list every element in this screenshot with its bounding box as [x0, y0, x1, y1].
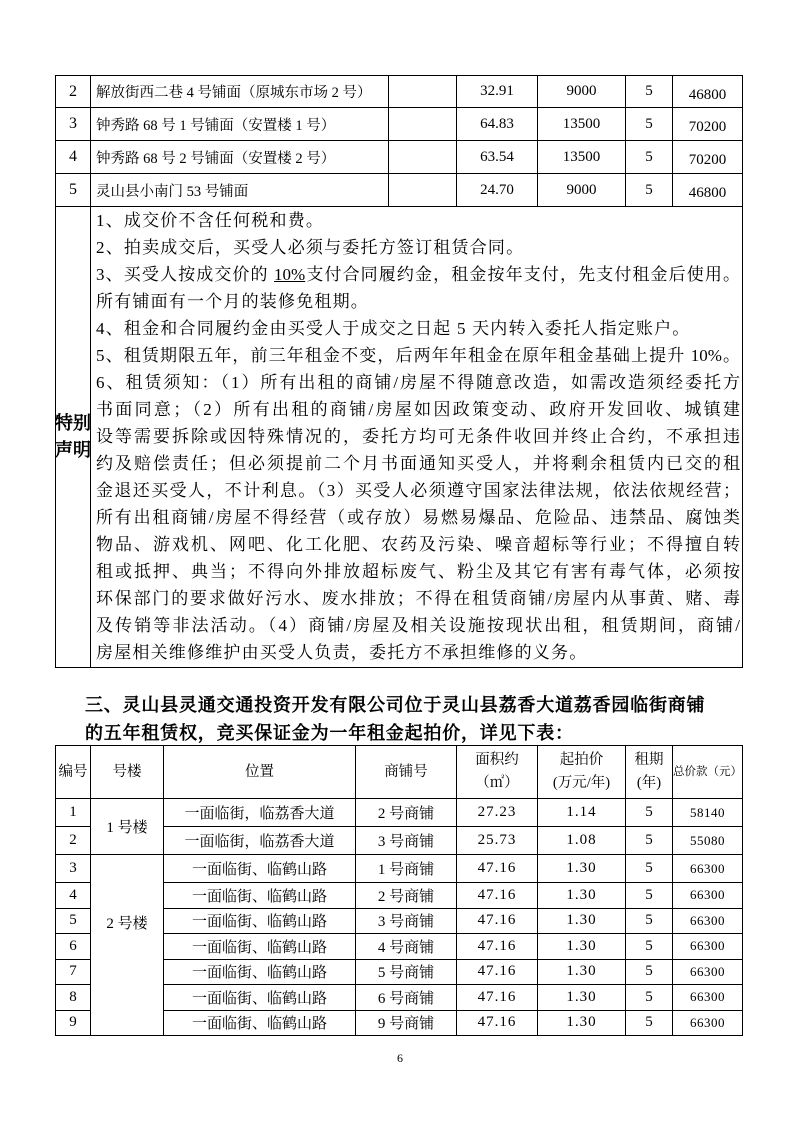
start-price: 1.30 [538, 985, 626, 1011]
blank-cell [389, 76, 457, 108]
notice-text: 所有铺面有一个月的装修免租期。 [96, 292, 369, 311]
total-price: 66300 [673, 883, 743, 909]
shop-area: 47.16 [457, 985, 538, 1011]
shop-position: 一面临街、临鹤山路 [164, 883, 356, 909]
notice-text: 及传销等非法活动。（4）商铺/房屋及相关设施按现状出租，租赁期间，商铺/ [96, 616, 740, 635]
total-price: 58140 [673, 799, 743, 827]
notice-line [96, 261, 740, 288]
shop-number: 4 号商铺 [356, 934, 457, 960]
shop-number: 2 号商铺 [356, 883, 457, 909]
shop-area: 27.23 [457, 799, 538, 827]
start-price: 1.30 [538, 908, 626, 934]
row-number: 2 [56, 76, 91, 108]
notice-text: 1、成交价不含任何税和费。 [96, 211, 325, 230]
row-number: 6 [56, 934, 91, 960]
blank-cell [389, 141, 457, 174]
notice-line [96, 315, 740, 342]
shop-position: 一面临街，临荔香大道 [164, 827, 356, 855]
notice-line [96, 423, 740, 450]
table-header-row [56, 746, 743, 799]
lease-term: 5 [626, 959, 673, 985]
lease-term: 5 [626, 827, 673, 855]
shop-number: 9 号商铺 [356, 1010, 457, 1036]
start-price: 1.30 [538, 855, 626, 883]
row-number: 5 [56, 908, 91, 934]
special-notice-section [56, 207, 743, 668]
notice-line [96, 639, 740, 666]
header-shop-no: 商铺号 [356, 746, 457, 799]
shop-location: 灵山县小南门 53 号铺面 [91, 174, 389, 207]
shop-position: 一面临街、临鹤山路 [164, 985, 356, 1011]
total-price: 66300 [673, 908, 743, 934]
header-area-line-2: （㎡） [475, 775, 519, 791]
section-heading-line-2: 的五年租赁权，竞买保证金为一年租金起拍价，详见下表： [85, 723, 574, 743]
shop-number: 6 号商铺 [356, 985, 457, 1011]
start-price: 1.30 [538, 959, 626, 985]
shop-area: 47.16 [457, 959, 538, 985]
special-notice-content [91, 207, 743, 668]
building-label: 1 号楼 [91, 799, 164, 855]
row-number: 2 [56, 827, 91, 855]
shop-number: 3 号商铺 [356, 827, 457, 855]
lease-term: 5 [626, 908, 673, 934]
shop-area: 47.16 [457, 934, 538, 960]
total-price: 66300 [673, 985, 743, 1011]
special-notice-label: 特别声明 [55, 413, 91, 460]
lease-term: 5 [626, 985, 673, 1011]
header-start-price-line-1: 起拍价 [559, 752, 604, 768]
notice-text: 所有出租商铺/房屋不得经营（或存放）易燃易爆品、危险品、违禁品、腐蚀类 [96, 508, 740, 527]
table-header [56, 746, 743, 799]
shop-area: 63.54 [457, 141, 538, 174]
total-price: 70200 [673, 108, 743, 141]
total-price: 66300 [673, 934, 743, 960]
shop-position: 一面临街，临荔香大道 [164, 799, 356, 827]
lease-term: 5 [626, 174, 673, 207]
lease-term: 5 [626, 108, 673, 141]
notice-text: 3、买受人按成交价的 [96, 265, 275, 284]
header-area-line-1: 面积约 [475, 752, 519, 768]
start-price: 1.14 [538, 799, 626, 827]
notice-text: 房屋相关维修维护由买受人负责，委托方不承担维修的义务。 [96, 643, 588, 662]
shop-location: 钟秀路 68 号 2 号铺面（安置楼 2 号） [91, 141, 389, 174]
lease-term: 5 [626, 934, 673, 960]
total-price: 66300 [673, 855, 743, 883]
shop-lease-row [56, 855, 743, 883]
row-number: 8 [56, 985, 91, 1011]
lease-term: 5 [626, 855, 673, 883]
shop-area: 47.16 [457, 1010, 538, 1036]
row-number: 4 [56, 883, 91, 909]
lease-term: 5 [626, 799, 673, 827]
blank-cell [389, 108, 457, 141]
notice-line [96, 585, 740, 612]
shop-row [56, 174, 743, 207]
shop-number: 2 号商铺 [356, 799, 457, 827]
page-number: 6 [397, 1051, 403, 1065]
shop-area: 47.16 [457, 908, 538, 934]
notice-line [96, 342, 740, 369]
header-start-price [538, 746, 626, 799]
notice-line [96, 531, 740, 558]
section-heading [85, 691, 705, 747]
notice-line [96, 369, 740, 396]
total-price: 46800 [673, 174, 743, 207]
row-number: 4 [56, 141, 91, 174]
special-notice-lines [96, 207, 740, 666]
shop-position: 一面临街、临鹤山路 [164, 908, 356, 934]
shop-location: 解放街西二巷 4 号铺面（原城东市场 2 号） [91, 76, 389, 108]
notice-text: 6、租赁须知：（1）所有出租的商铺/房屋不得随意改造，如需改造须经委托方 [96, 373, 740, 392]
row-number: 3 [56, 108, 91, 141]
header-building: 号楼 [91, 746, 164, 799]
row-number: 5 [56, 174, 91, 207]
shop-row [56, 141, 743, 174]
notice-text: 书面同意；（2）所有出租的商铺/房屋如因政策变动、政府开发回收、城镇建 [96, 400, 740, 419]
notice-text-after: 支付合同履约金，租金按年支付，先支付租金后使用。 [305, 265, 740, 284]
notice-line [96, 396, 740, 423]
row-number: 1 [56, 799, 91, 827]
shop-number: 5 号商铺 [356, 959, 457, 985]
notice-line [96, 450, 740, 477]
start-price: 9000 [538, 76, 626, 108]
notice-text: 2、拍卖成交后，买受人必须与委托方签订租赁合同。 [96, 238, 525, 257]
header-number: 编号 [56, 746, 91, 799]
notice-line [96, 504, 740, 531]
total-price: 66300 [673, 959, 743, 985]
header-position: 位置 [164, 746, 356, 799]
special-notice-label-cell [56, 207, 91, 668]
shop-number: 1 号商铺 [356, 855, 457, 883]
shop-list-table-continued [55, 75, 743, 668]
shop-area: 47.16 [457, 855, 538, 883]
shop-row [56, 108, 743, 141]
notice-text: 租或抵押、典当；不得向外排放超标废气、粉尘及其它有害有毒气体，必须按 [96, 562, 740, 581]
shop-position: 一面临街、临鹤山路 [164, 934, 356, 960]
notice-line [96, 612, 740, 639]
header-term-line-1: 租期 [634, 752, 664, 768]
start-price: 1.30 [538, 883, 626, 909]
header-area [457, 746, 538, 799]
total-price: 55080 [673, 827, 743, 855]
shop-position: 一面临街、临鹤山路 [164, 855, 356, 883]
shop-lease-row [56, 799, 743, 827]
special-notice-row [56, 207, 743, 668]
shop-area: 25.73 [457, 827, 538, 855]
row-number: 9 [56, 1010, 91, 1036]
lease-term: 5 [626, 141, 673, 174]
lease-term: 5 [626, 76, 673, 108]
notice-text: 金退还买受人，不计利息。（3）买受人必须遵守国家法律法规，依法依规经营； [96, 481, 740, 500]
header-total: 总价款（元） [673, 746, 743, 799]
header-term [626, 746, 673, 799]
notice-underlined-text: 10% [274, 265, 306, 284]
start-price: 13500 [538, 141, 626, 174]
notice-text: 物品、游戏机、网吧、化工化肥、农药及污染、噪音超标等行业；不得擅自转 [96, 535, 740, 554]
row-number: 7 [56, 959, 91, 985]
shop-rows [56, 76, 743, 207]
shop-lease-table [55, 745, 743, 1036]
header-term-line-2: (年) [636, 775, 662, 791]
notice-line [96, 207, 740, 234]
start-price: 1.08 [538, 827, 626, 855]
shop-number: 3 号商铺 [356, 908, 457, 934]
notice-text: 设等需要拆除或因特殊情况的，委托方均可无条件收回并终止合约，不承担违 [96, 427, 740, 446]
notice-line [96, 477, 740, 504]
start-price: 9000 [538, 174, 626, 207]
shop-area: 47.16 [457, 883, 538, 909]
start-price: 1.30 [538, 1010, 626, 1036]
shop-area: 24.70 [457, 174, 538, 207]
notice-text: 5、租赁期限五年，前三年租金不变，后两年年租金在原年租金基础上提升 10%。 [96, 346, 740, 365]
blank-cell [389, 174, 457, 207]
notice-line [96, 234, 740, 261]
shop-position: 一面临街、临鹤山路 [164, 1010, 356, 1036]
notice-text: 4、租金和合同履约金由买受人于成交之日起 5 天内转入委托人指定账户。 [96, 319, 691, 338]
shop-area: 32.91 [457, 76, 538, 108]
notice-text: 约及赔偿责任；但必须提前二个月书面通知买受人，并将剩余租赁内已交的租 [96, 454, 740, 473]
shop-row [56, 76, 743, 108]
lease-term: 5 [626, 1010, 673, 1036]
start-price: 1.30 [538, 934, 626, 960]
section-heading-line-1: 三、灵山县灵通交通投资开发有限公司位于灵山县荔香大道荔香园临街商铺 [85, 695, 706, 715]
total-price: 70200 [673, 141, 743, 174]
row-number: 3 [56, 855, 91, 883]
total-price: 46800 [673, 76, 743, 108]
total-price: 66300 [673, 1010, 743, 1036]
notice-text: 环保部门的要求做好污水、废水排放；不得在租赁商铺/房屋内从事黄、赌、毒 [96, 589, 740, 608]
start-price: 13500 [538, 108, 626, 141]
lease-term: 5 [626, 883, 673, 909]
building-label: 2 号楼 [91, 855, 164, 1036]
header-start-price-line-2: (万元/年) [552, 775, 611, 791]
notice-line [96, 558, 740, 585]
notice-line [96, 288, 740, 315]
shop-area: 64.83 [457, 108, 538, 141]
shop-position: 一面临街、临鹤山路 [164, 959, 356, 985]
shop-location: 钟秀路 68 号 1 号铺面（安置楼 1 号） [91, 108, 389, 141]
shop-lease-rows [56, 799, 743, 1036]
